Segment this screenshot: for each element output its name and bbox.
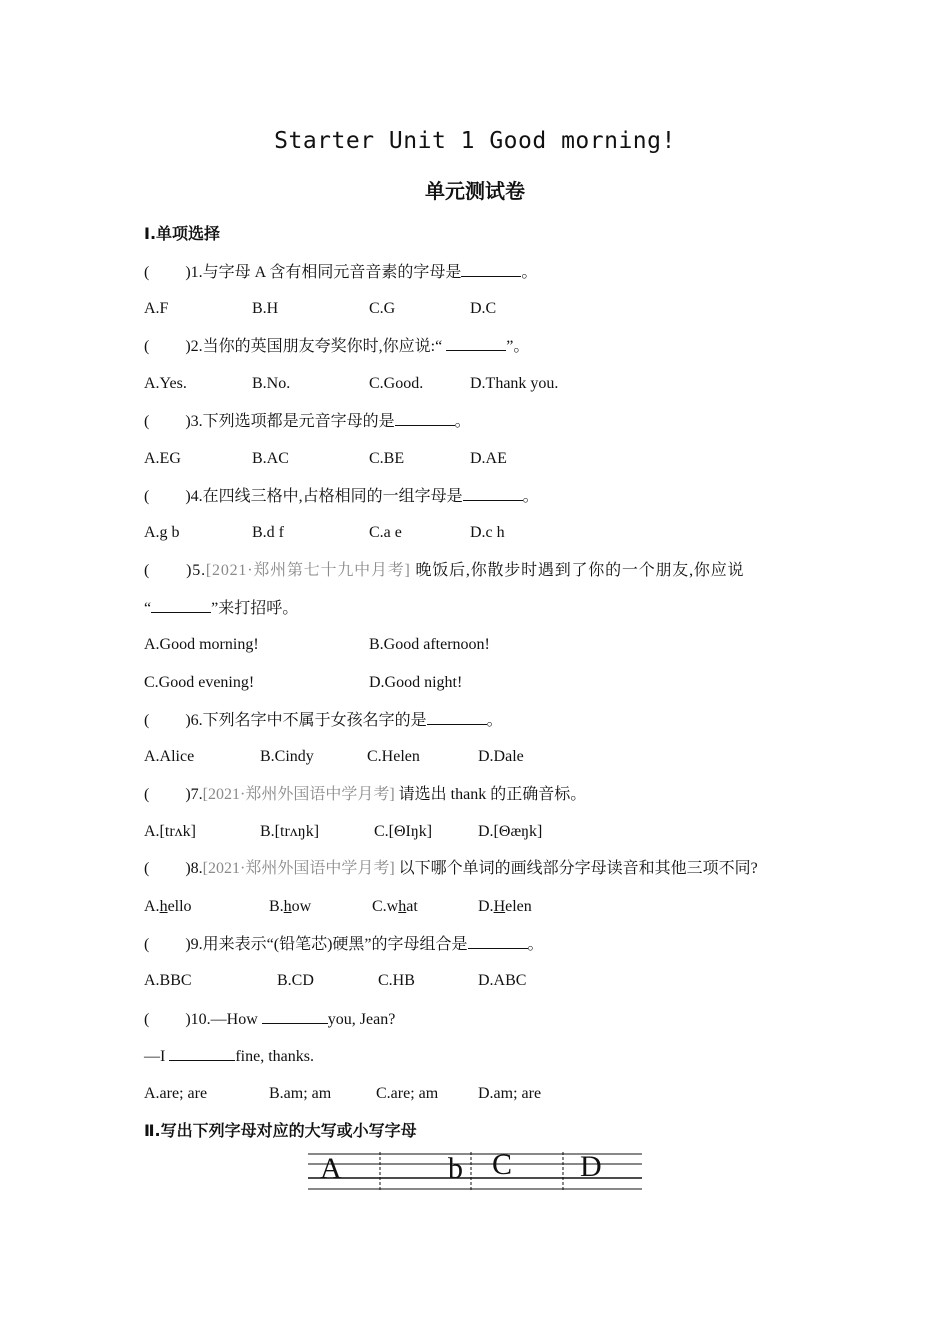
question-4: ( )4.在四线三格中,占格相同的一组字母是 。 [144,488,539,505]
question-source: [2021·郑州第七十九中月考] [205,562,411,579]
option-c[interactable]: C.Good. [369,375,424,392]
question-5-cont: “ ”来打招呼。 [144,600,299,617]
option-b[interactable]: B.H [252,300,279,317]
option-d[interactable]: D.Dale [478,748,524,765]
answer-blank[interactable] [262,1009,328,1024]
option-a[interactable]: A.EG [144,450,181,467]
page-title: Starter Unit 1 Good morning! [274,128,676,154]
option-b[interactable]: B.CD [277,972,314,989]
question-source: [2021·郑州外国语中学月考] [202,860,395,877]
option-c[interactable]: C.Helen [367,748,420,765]
answer-blank[interactable] [468,934,528,949]
option-c[interactable]: C.HB [378,972,415,989]
answer-blank[interactable] [151,598,211,613]
option-b[interactable]: B.[trʌŋk] [260,823,320,840]
question-3: ( )3.下列选项都是元音字母的是 。 [144,413,471,430]
option-a[interactable]: A.Alice [144,748,195,765]
grid-letter: A [320,1152,342,1185]
question-9: ( )9.用来表示“(铅笔芯)硬黑”的字母组合是 。 [144,936,544,953]
option-b[interactable]: B.how [269,898,312,915]
option-c[interactable]: C.Good evening! [144,674,255,691]
option-c[interactable]: C.are; am [376,1085,439,1102]
option-a[interactable]: A.BBC [144,972,192,989]
option-b[interactable]: B.AC [252,450,289,467]
option-b[interactable]: B.am; am [269,1085,332,1102]
option-b[interactable]: B.d f [252,524,284,541]
option-c[interactable]: C.[ΘIŋk] [374,823,433,840]
option-b[interactable]: B.Cindy [260,748,314,765]
page-subtitle: 单元测试卷 [425,179,525,203]
four-line-grid [308,1150,642,1192]
answer-blank[interactable] [463,486,523,501]
answer-blank[interactable] [461,262,521,277]
section-heading-1: Ⅰ.单项选择 [144,224,221,243]
option-a[interactable]: A.[trʌk] [144,823,196,840]
option-a[interactable]: A.Good morning! [144,636,259,653]
answer-blank[interactable] [395,411,455,426]
grid-letter: D [580,1150,602,1183]
question-10-line2: —I fine, thanks. [144,1048,314,1065]
question-source: [2021·郑州外国语中学月考] [202,786,395,803]
option-a[interactable]: A.F [144,300,169,317]
option-d[interactable]: D.ABC [478,972,527,989]
option-a[interactable]: A.hello [144,898,192,915]
question-5: ( )5.[2021·郑州第七十九中月考] 晚饭后,你散步时遇到了你的一个朋友,你应说 [144,562,745,579]
option-c[interactable]: C.a e [369,524,402,541]
option-d[interactable]: D.C [470,300,497,317]
question-2: ( )2.当你的英国朋友夸奖你时,你应说:“ ”。 [144,338,530,355]
question-10: ( )10.—How you, Jean? [144,1011,396,1028]
option-d[interactable]: D.am; are [478,1085,542,1102]
option-b[interactable]: B.No. [252,375,291,392]
option-c[interactable]: C.what [372,898,418,915]
option-d[interactable]: D.Thank you. [470,375,559,392]
grid-letter: b [448,1152,463,1185]
option-d[interactable]: D.[Θæŋk] [478,823,543,840]
answer-blank[interactable] [169,1046,235,1061]
option-a[interactable]: A.g b [144,524,180,541]
option-a[interactable]: A.are; are [144,1085,208,1102]
answer-blank[interactable] [427,710,487,725]
question-6: ( )6.下列名字中不属于女孩名字的是 。 [144,712,503,729]
option-a[interactable]: A.Yes. [144,375,187,392]
option-d[interactable]: D.AE [470,450,507,467]
section-heading-2: Ⅱ.写出下列字母对应的大写或小写字母 [144,1121,417,1140]
answer-blank[interactable] [446,336,506,351]
option-d[interactable]: D.Good night! [369,674,463,691]
question-1: ( )1.与字母 A 含有相同元音音素的字母是 。 [144,264,538,281]
question-8: ( )8.[2021·郑州外国语中学月考] 以下哪个单词的画线部分字母读音和其他三项不同? [144,860,758,877]
question-7: ( )7.[2021·郑州外国语中学月考] 请选出 thank 的正确音标。 [144,786,587,803]
option-c[interactable]: C.BE [369,450,405,467]
option-d[interactable]: D.c h [470,524,505,541]
grid-letter: C [492,1150,513,1181]
option-d[interactable]: D.Helen [478,898,532,915]
option-b[interactable]: B.Good afternoon! [369,636,490,653]
option-c[interactable]: C.G [369,300,396,317]
